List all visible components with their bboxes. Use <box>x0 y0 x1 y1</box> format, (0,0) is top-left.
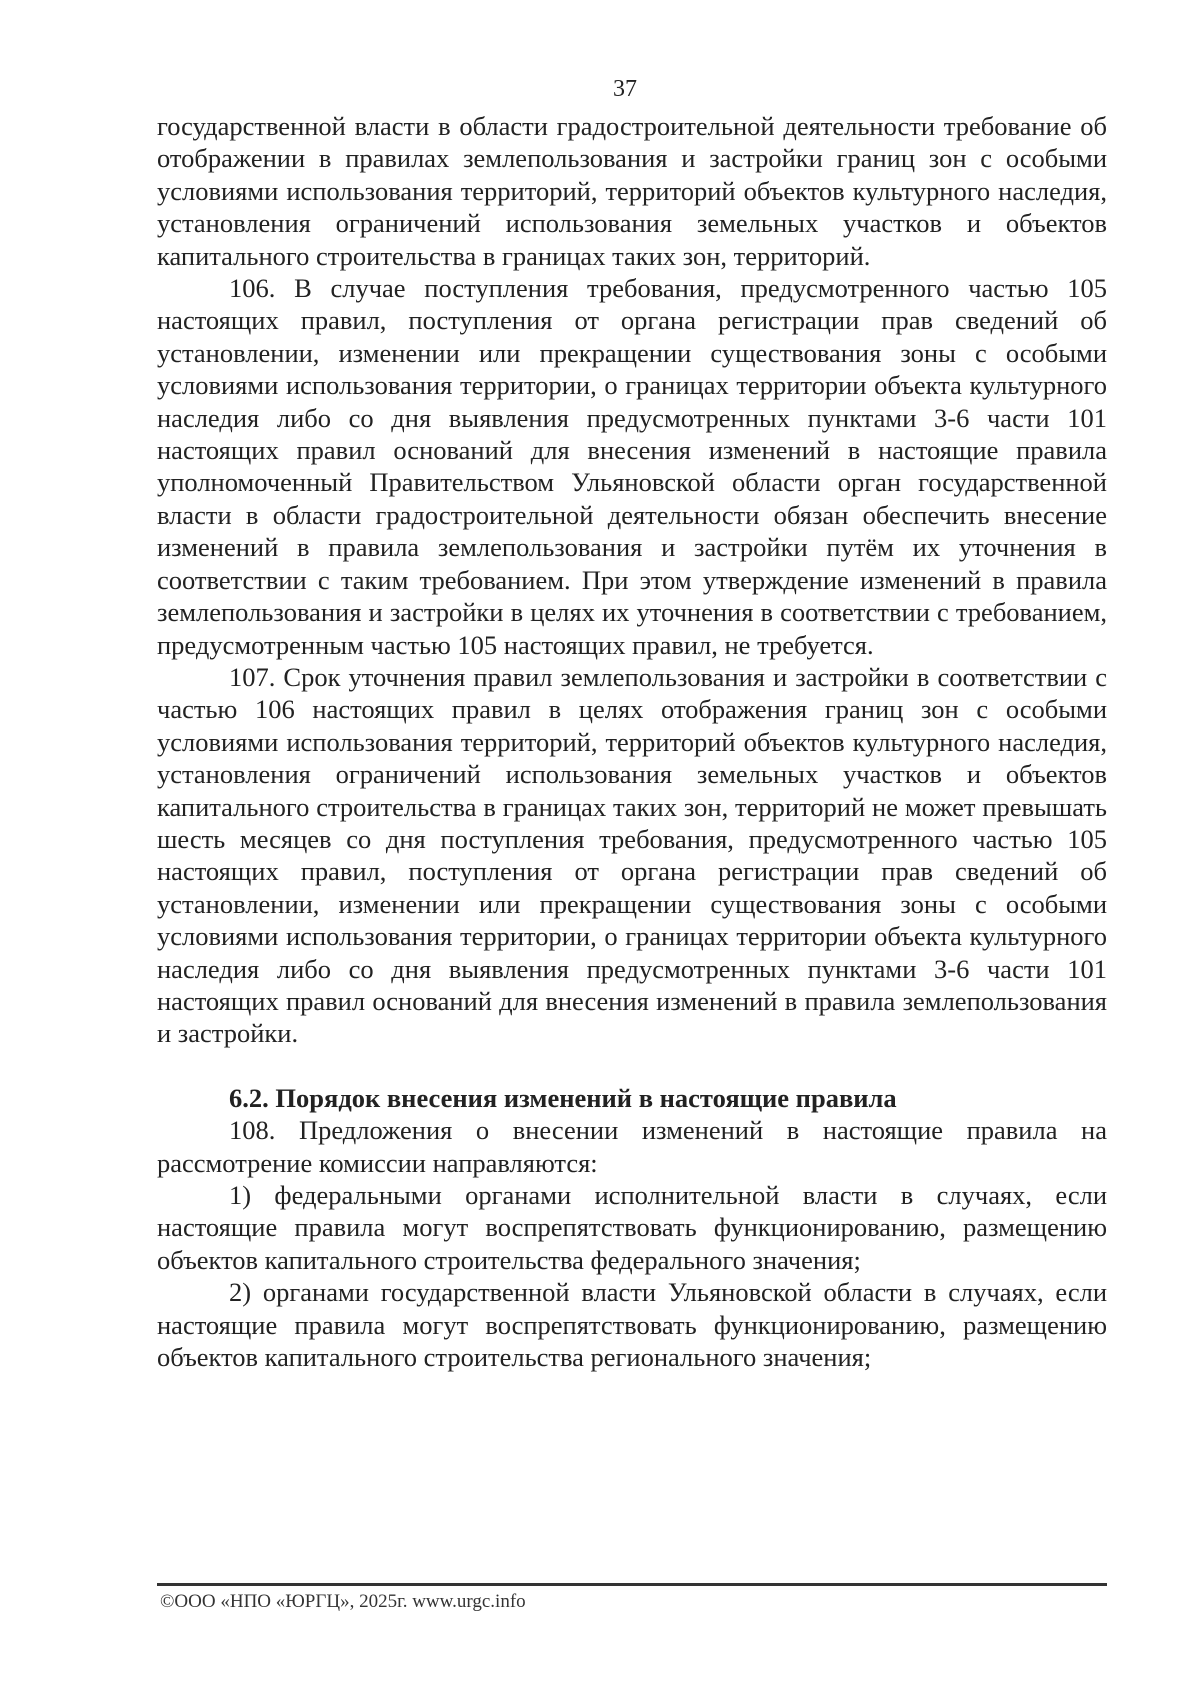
footer-copyright: ©ООО «НПО «ЮРГЦ», 2025г. www.urgc.info <box>160 1591 526 1612</box>
document-body <box>157 110 1107 1373</box>
list-item-1: 1) федеральными органами исполнительной власти в случаях, если настоящие правила могут воспрепятствовать функционированию, размещению объектов капитального строительства федерального значения; <box>157 1180 1107 1275</box>
paragraph-108: 108. Предложения о внесении изменений в настоящие правила на рассмотрение комиссии направляются: <box>157 1115 1107 1178</box>
paragraph-107: 107. Срок уточнения правил землепользования и застройки в соответствии с частью 106 настоящих правил в целях отображения границ зон с особыми условиями использования территорий, территорий объектов культурного наследия, установления ограничений использования земельных участков и объектов капитального строительства в границах таких зон, территорий не может превышать шесть месяцев со дня поступления требования, предусмотренного частью 105 настоящих правил, поступления от органа регистрации прав сведений об установлении, изменении или прекращении существования зоны с особыми условиями использования территории, о границах территории объекта культурного наследия либо со дня выявления предусмотренных пунктами 3-6 части 101 настоящих правил оснований для внесения изменений в правила землепользования и застройки. <box>157 661 1107 1049</box>
list-item-2: 2) органами государственной власти Ульяновской области в случаях, если настоящие правила могут воспрепятствовать функционированию, размещению объектов капитального строительства регионального значения; <box>157 1277 1107 1373</box>
section-heading: 6.2. Порядок внесения изменений в настоящие правила <box>229 1082 897 1113</box>
paragraph-106: 106. В случае поступления требования, предусмотренного частью 105 настоящих правил, поступления от органа регистрации прав сведений об установлении, изменении или прекращении существования зоны с особыми условиями использования территории, о границах территории объекта культурного наследия либо со дня выявления предусмотренных пунктами 3-6 части 101 настоящих правил оснований для внесения изменений в настоящие правила уполномоченный Правительством Ульяновской области орган государственной власти в области градостроительной деятельности обязан обеспечить внесение изменений в правила землепользования и застройки путём их уточнения в соответствии с таким требованием. При этом утверждение изменений в правила землепользования и застройки в целях их уточнения в соответствии с требованием, предусмотренным частью 105 настоящих правил, не требуется. <box>157 273 1107 660</box>
paragraph-continuation: государственной власти в области градостроительной деятельности требование об отображении в правилах землепользования и застройки границ зон с особыми условиями использования территорий, территорий объектов культурного наследия, установления ограничений использования земельных участков и объектов капитального строительства в границах таких зон, территорий. <box>157 111 1107 271</box>
footer-divider <box>157 1583 1107 1586</box>
page-number: 37 <box>613 76 637 102</box>
